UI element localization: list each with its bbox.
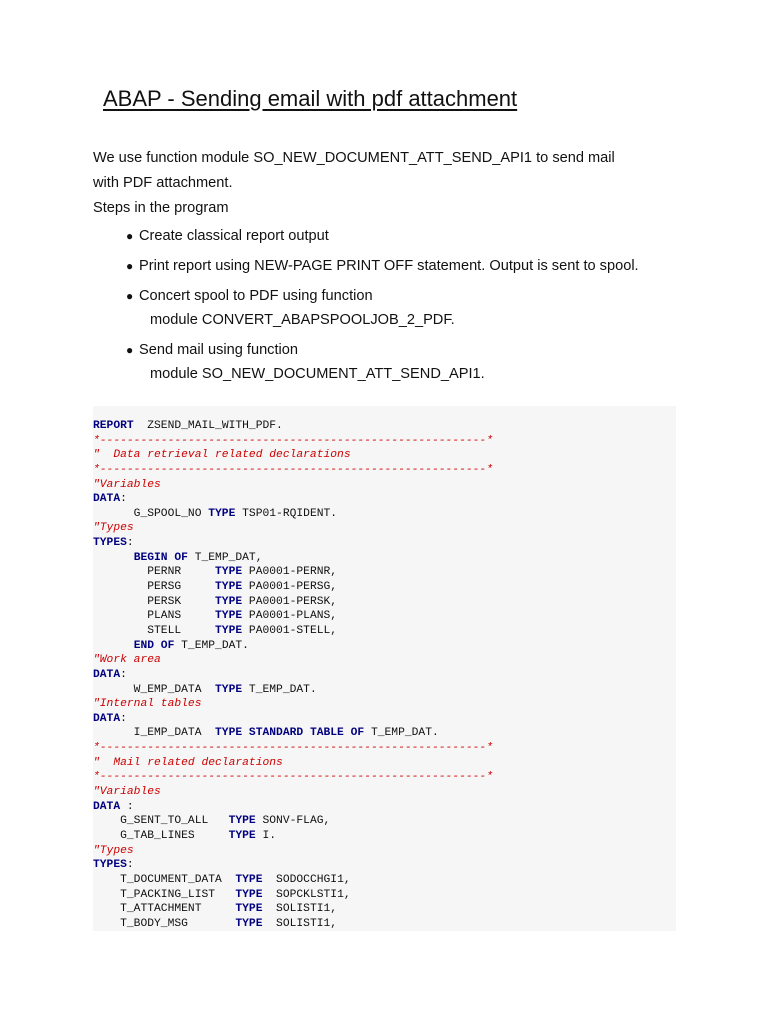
code-keyword: TYPE bbox=[235, 888, 263, 901]
code-text: T_ATTACHMENT bbox=[93, 903, 236, 916]
step-text: Print report using NEW-PAGE PRINT OFF statement. Output is sent to spool. bbox=[139, 258, 639, 274]
code-keyword: TYPE bbox=[235, 903, 263, 916]
page-title: ABAP - Sending email with pdf attachment bbox=[103, 86, 518, 111]
code-comment: "Types bbox=[93, 844, 134, 857]
code-line bbox=[93, 639, 676, 654]
code-line bbox=[93, 463, 676, 478]
steps-list bbox=[93, 224, 713, 392]
code-text: TSP01-RQIDENT. bbox=[235, 507, 338, 520]
code-text: PA0001-PLANS, bbox=[242, 610, 338, 623]
step-text-continued: module CONVERT_ABAPSPOOLJOB_2_PDF. bbox=[150, 312, 455, 328]
code-text: T_EMP_DAT. bbox=[174, 639, 249, 652]
code-keyword: TYPE bbox=[215, 581, 243, 594]
code-text: PA0001-PERSK, bbox=[242, 595, 338, 608]
code-comment: *---------------------------------------------------------* bbox=[93, 463, 493, 476]
code-text: PA0001-STELL, bbox=[242, 624, 338, 637]
code-text: SODOCCHGI1, bbox=[262, 873, 351, 886]
code-text: T_DOCUMENT_DATA bbox=[93, 873, 236, 886]
code-text: PLANS bbox=[93, 610, 216, 623]
code-text: G_SENT_TO_ALL bbox=[93, 815, 229, 828]
code-text: SOPCKLSTI1, bbox=[262, 888, 351, 901]
code-text: : bbox=[120, 493, 127, 506]
code-text: I. bbox=[255, 829, 277, 842]
code-text: T_EMP_DAT. bbox=[242, 683, 317, 696]
code-keyword: TYPE bbox=[228, 815, 256, 828]
bullet-icon: ● bbox=[126, 289, 134, 303]
code-line bbox=[93, 624, 676, 639]
step-text: Concert spool to PDF using function bbox=[139, 288, 373, 304]
code-text: T_BODY_MSG bbox=[93, 917, 236, 930]
code-text: T_EMP_DAT, bbox=[187, 551, 263, 564]
code-line bbox=[93, 785, 676, 800]
code-keyword: TYPE bbox=[235, 873, 263, 886]
code-text: : bbox=[120, 712, 127, 725]
code-text: PERSG bbox=[93, 581, 216, 594]
code-text: T_EMP_DAT. bbox=[364, 727, 439, 740]
code-line bbox=[93, 653, 676, 668]
code-line bbox=[93, 668, 676, 683]
code-keyword: TYPE bbox=[215, 566, 243, 579]
code-line bbox=[93, 580, 676, 595]
code-text: I_EMP_DATA bbox=[93, 727, 216, 740]
step-item bbox=[93, 338, 713, 386]
code-keyword: DATA bbox=[93, 712, 121, 725]
code-text: STELL bbox=[93, 624, 216, 637]
code-text: W_EMP_DATA bbox=[93, 683, 216, 696]
code-keyword: TYPES bbox=[93, 537, 127, 550]
code-keyword: TYPE bbox=[235, 917, 263, 930]
code-text: : bbox=[126, 537, 134, 550]
code-line bbox=[93, 448, 676, 463]
code-line bbox=[93, 595, 676, 610]
code-comment: *---------------------------------------------------------* bbox=[93, 434, 493, 447]
code-comment: "Variables bbox=[93, 786, 161, 799]
code-line bbox=[93, 844, 676, 859]
code-keyword: TYPE bbox=[208, 507, 236, 520]
bullet-icon: ● bbox=[126, 259, 134, 273]
code-line bbox=[93, 770, 676, 785]
code-keyword: REPORT bbox=[93, 420, 134, 432]
code-comment: "Internal tables bbox=[93, 698, 202, 711]
intro-paragraph bbox=[93, 146, 693, 221]
code-line bbox=[93, 888, 676, 903]
code-text: T_PACKING_LIST bbox=[93, 888, 236, 901]
bullet-icon: ● bbox=[126, 343, 134, 357]
code-text: SONV-FLAG, bbox=[255, 815, 331, 828]
code-line bbox=[93, 521, 676, 536]
code-comment: "Work area bbox=[93, 654, 161, 667]
code-keyword: TYPES bbox=[93, 859, 127, 872]
code-keyword: TYPE bbox=[215, 595, 243, 608]
code-comment: *---------------------------------------------------------* bbox=[93, 771, 493, 784]
code-line bbox=[93, 712, 676, 727]
code-text bbox=[93, 640, 134, 652]
intro-line: with PDF attachment. bbox=[93, 175, 233, 191]
code-comment: "Variables bbox=[93, 478, 161, 491]
code-line bbox=[93, 814, 676, 829]
code-text: SOLISTI1, bbox=[262, 903, 338, 916]
step-text: Send mail using function bbox=[139, 342, 299, 358]
code-keyword: TYPE bbox=[215, 624, 243, 637]
code-line bbox=[93, 492, 676, 507]
code-text: G_TAB_LINES bbox=[93, 829, 229, 842]
code-text: : bbox=[120, 800, 134, 813]
code-line bbox=[93, 873, 676, 888]
code-text: SOLISTI1, bbox=[262, 917, 338, 930]
code-text: G_SPOOL_NO bbox=[93, 507, 209, 520]
code-text: ZSEND_MAIL_WITH_PDF. bbox=[133, 420, 283, 432]
code-keyword: TYPE bbox=[215, 610, 243, 623]
code-line bbox=[93, 478, 676, 493]
code-text: PERSK bbox=[93, 595, 216, 608]
code-listing bbox=[93, 406, 676, 931]
code-keyword: END OF bbox=[133, 639, 175, 652]
code-line bbox=[93, 726, 676, 741]
code-comment: " Data retrieval related declarations bbox=[93, 449, 351, 462]
code-text: : bbox=[126, 859, 134, 872]
code-line bbox=[93, 697, 676, 712]
code-line bbox=[93, 536, 676, 551]
code-keyword: DATA bbox=[93, 800, 121, 813]
code-keyword: DATA bbox=[93, 668, 121, 681]
code-keyword: TYPE bbox=[215, 683, 243, 696]
code-line bbox=[93, 741, 676, 756]
code-line bbox=[93, 551, 676, 566]
code-text: PA0001-PERSG, bbox=[242, 581, 338, 594]
code-line bbox=[93, 829, 676, 844]
step-text: Create classical report output bbox=[139, 228, 329, 244]
code-comment: " Mail related declarations bbox=[93, 756, 283, 769]
code-text bbox=[93, 552, 134, 564]
step-text-continued: module SO_NEW_DOCUMENT_ATT_SEND_API1. bbox=[150, 366, 485, 382]
step-item bbox=[93, 254, 713, 278]
code-text: PA0001-PERNR, bbox=[242, 566, 338, 579]
code-keyword: BEGIN OF bbox=[133, 551, 188, 564]
intro-line: We use function module SO_NEW_DOCUMENT_ATT_SEND_API1 to send mail bbox=[93, 150, 615, 166]
code-line bbox=[93, 565, 676, 580]
code-keyword: TYPE STANDARD TABLE OF bbox=[215, 727, 365, 740]
steps-heading: Steps in the program bbox=[93, 200, 229, 216]
code-line bbox=[93, 800, 676, 815]
code-block bbox=[93, 406, 676, 931]
code-line bbox=[93, 902, 676, 917]
code-line bbox=[93, 756, 676, 771]
code-comment: *---------------------------------------------------------* bbox=[93, 742, 493, 755]
code-text: PERNR bbox=[93, 566, 216, 579]
code-line bbox=[93, 609, 676, 624]
step-item bbox=[93, 224, 713, 248]
code-comment: "Types bbox=[93, 522, 134, 535]
code-line bbox=[93, 419, 676, 434]
code-line bbox=[93, 917, 676, 931]
code-line bbox=[93, 858, 676, 873]
step-item bbox=[93, 284, 713, 332]
code-text: : bbox=[120, 668, 127, 681]
bullet-icon: ● bbox=[126, 229, 134, 243]
code-line bbox=[93, 683, 676, 698]
code-keyword: TYPE bbox=[228, 829, 256, 842]
code-line bbox=[93, 434, 676, 449]
code-keyword: DATA bbox=[93, 493, 121, 506]
code-line bbox=[93, 507, 676, 522]
